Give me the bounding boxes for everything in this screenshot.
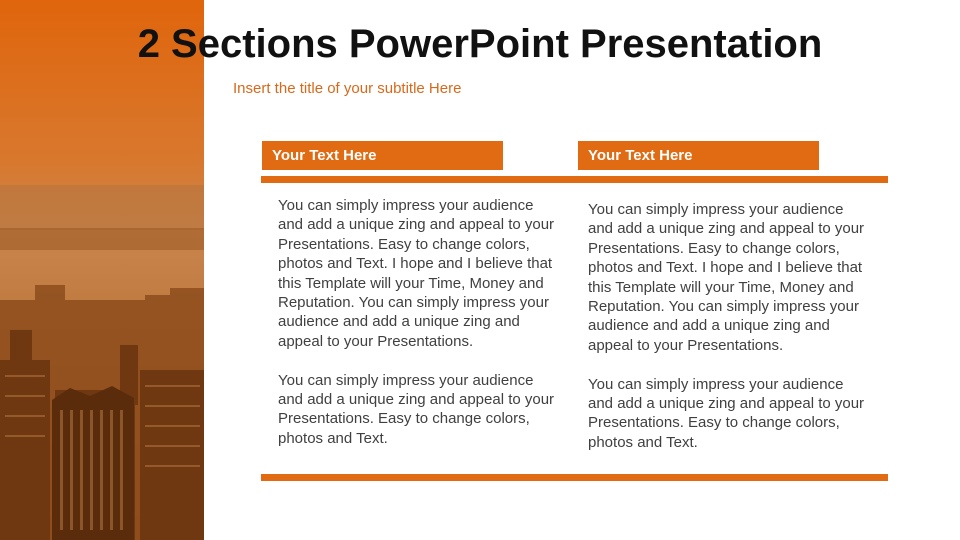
section-2-header: Your Text Here (578, 141, 819, 170)
bottom-divider (261, 474, 888, 481)
page-title: 2 Sections PowerPoint Presentation (137, 22, 823, 66)
section-1-paragraph: You can simply impress your audience and add a unique zing and appeal to your Presentations. Easy to change colors, photos and Text. (278, 371, 555, 447)
section-2-body (588, 200, 868, 452)
top-divider (261, 176, 888, 183)
section-1-header: Your Text Here (262, 141, 503, 170)
section-1-body (278, 196, 558, 448)
section-2-paragraph: You can simply impress your audience and add a unique zing and appeal to your Presentations. Easy to change colors, photos and Text. (588, 375, 865, 451)
city-skyline-icon (0, 0, 204, 540)
section-1-paragraph: You can simply impress your audience and add a unique zing and appeal to your Presentations. Easy to change colors, photos and Text. I hope and I believe that this Template will your Time, Money and Reputation. You can simply impress your audience and add a unique zing and appeal to your Presentations. (278, 197, 555, 350)
city-photo-panel (0, 0, 204, 540)
page-subtitle: Insert the title of your subtitle Here (233, 80, 462, 97)
section-2-paragraph: You can simply impress your audience and add a unique zing and appeal to your Presentations. Easy to change colors, photos and Text. I hope and I believe that this Template will your Time, Money and Reputation. You can simply impress your audience and add a unique zing and appeal to your Presentations. (588, 201, 865, 354)
